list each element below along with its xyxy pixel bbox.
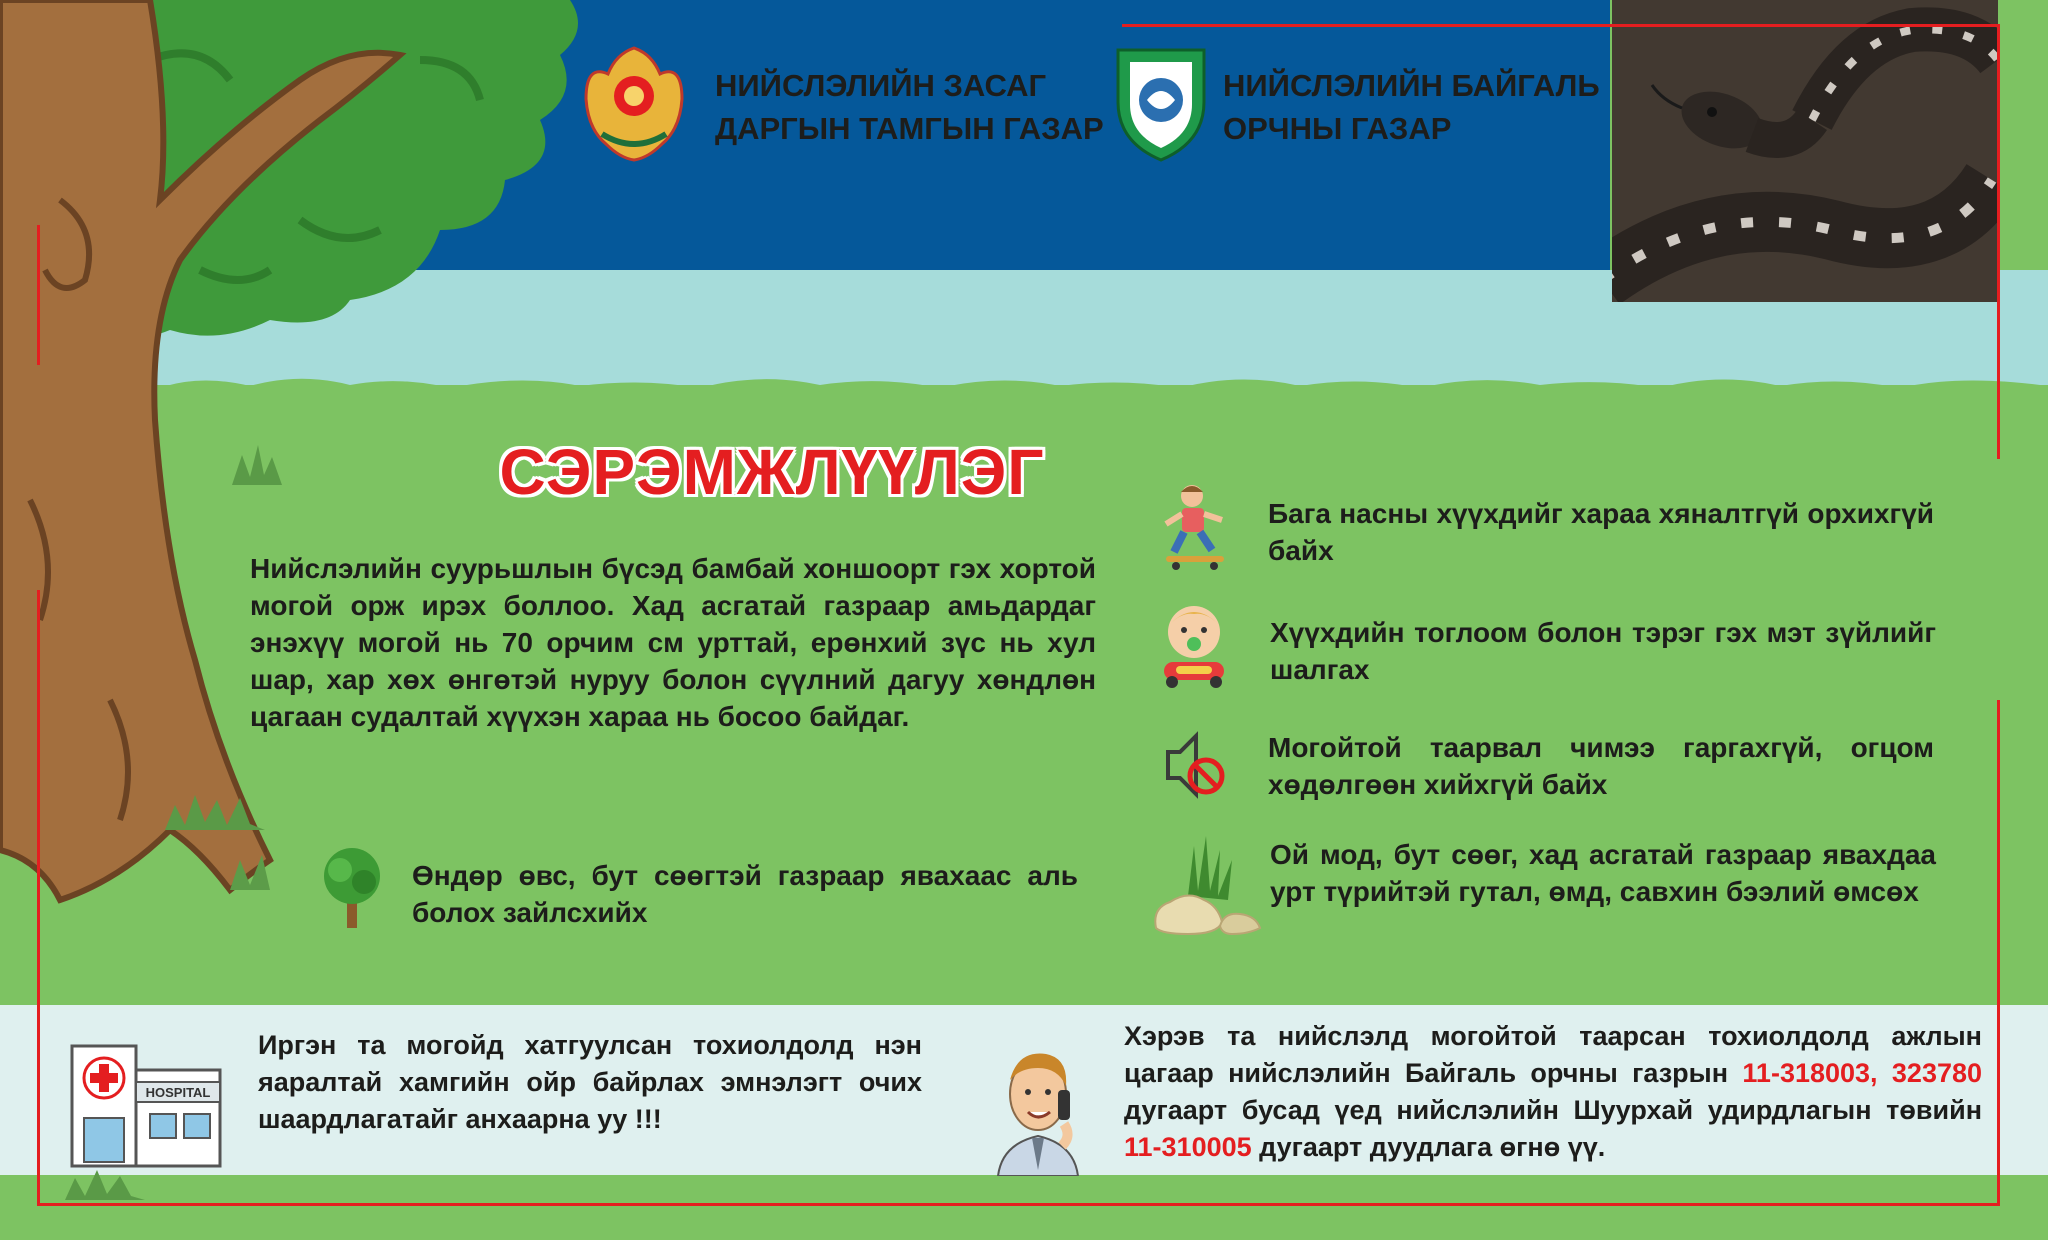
grass-tuft-icon xyxy=(232,445,282,485)
frame-line-left-lower xyxy=(37,590,40,1205)
tip-grass: Өндөр өвс, бут сөөгтэй газраар явахаас аль болох зайлсхийх xyxy=(412,860,1078,928)
contact-phone1: 11-318003, 323780 xyxy=(1742,1058,1983,1088)
baby-toy-icon xyxy=(1154,602,1234,690)
contact-text xyxy=(1124,1018,1982,1166)
skateboard-child-icon xyxy=(1160,482,1230,572)
rock-grass-icon xyxy=(1148,836,1270,936)
grass-tuft-icon xyxy=(165,790,265,830)
contact-part2: дугаарт бусад үед нийслэлийн Шуурхай удирдлагын төвийн xyxy=(1124,1095,1982,1125)
frame-line-left-upper xyxy=(37,225,40,365)
tip-silence: Могойтой таарвал чимээ гаргахгүй, огцом хөдөлгөөн хийхгүй байх xyxy=(1268,732,1934,800)
phone-man-icon xyxy=(988,1040,1088,1176)
tip-toys: Хүүхдийн тоглоом болон тэрэг гэх мэт зүйлийг шалгах xyxy=(1270,617,1936,685)
warning-title: СЭРЭМЖЛҮҮЛЭГ xyxy=(499,436,1045,508)
org1-title xyxy=(715,64,1104,150)
hospital-sign: HOSPITAL xyxy=(145,1085,211,1100)
hospital-icon xyxy=(66,1030,226,1170)
tree-icon xyxy=(316,846,388,928)
contact-phone2: 11-310005 xyxy=(1124,1132,1252,1162)
frame-line-right-lower xyxy=(1997,700,2000,1205)
frame-line-bottom xyxy=(37,1203,2000,1206)
tip-children: Бага насны хүүхдийг хараа хяналтгүй орхихгүй байх xyxy=(1268,498,1934,566)
snake-photo xyxy=(1612,0,1998,302)
org2-line1: НИЙСЛЭЛИЙН БАЙГАЛЬ xyxy=(1223,68,1600,103)
intro-paragraph: Нийслэлийн суурьшлын бүсэд бамбай хоншоорт гэх хортой могой орж ирэх боллоо. Хад асгатай газраар амьдардаг энэхүү могой нь 70 орчим см урттай, ерөнхий зүс нь хул шар, хар хөх өнгөтэй нуруу болон сүүлний дагуу хөндлөн цагаан судалтай хүүхэн хараа нь босоо байдаг. xyxy=(250,553,1096,732)
environment-shield-icon xyxy=(1112,42,1210,164)
org1-line1: НИЙСЛЭЛИЙН ЗАСАГ xyxy=(715,68,1047,103)
hospital-text: Иргэн та могойд хатгуулсан тохиолдолд нэн яаралтай хамгийн ойр байрлах эмнэлэгт очих шаардлагатайг анхаарна уу !!! xyxy=(258,1030,922,1134)
org2-title xyxy=(1223,64,1600,150)
snake-illustration xyxy=(1612,0,1998,302)
capital-emblem-icon xyxy=(582,44,686,162)
org1-line2: ДАРГЫН ТАМГЫН ГАЗАР xyxy=(715,111,1104,146)
grass-tuft-icon xyxy=(65,1170,145,1200)
contact-part3: дугаарт дуудлага өгнө үү. xyxy=(1251,1132,1606,1162)
bottom-grass xyxy=(0,1175,2048,1240)
org2-line2: ОРЧНЫ ГАЗАР xyxy=(1223,111,1452,146)
mute-speaker-icon xyxy=(1164,730,1226,800)
frame-line-right-upper xyxy=(1997,24,2000,459)
frame-line-top xyxy=(1122,24,2000,27)
tip-clothing: Ой мод, бут сөөг, хад асгатай газраар явахдаа урт түрийтэй гутал, өмд, савхин бээлий өмсөх xyxy=(1270,839,1936,907)
contact-part1: Хэрэв та нийслэлд могойтой таарсан тохиолдолд ажлын цагаар нийслэлийн Байгаль орчны газрын xyxy=(1124,1021,1982,1088)
